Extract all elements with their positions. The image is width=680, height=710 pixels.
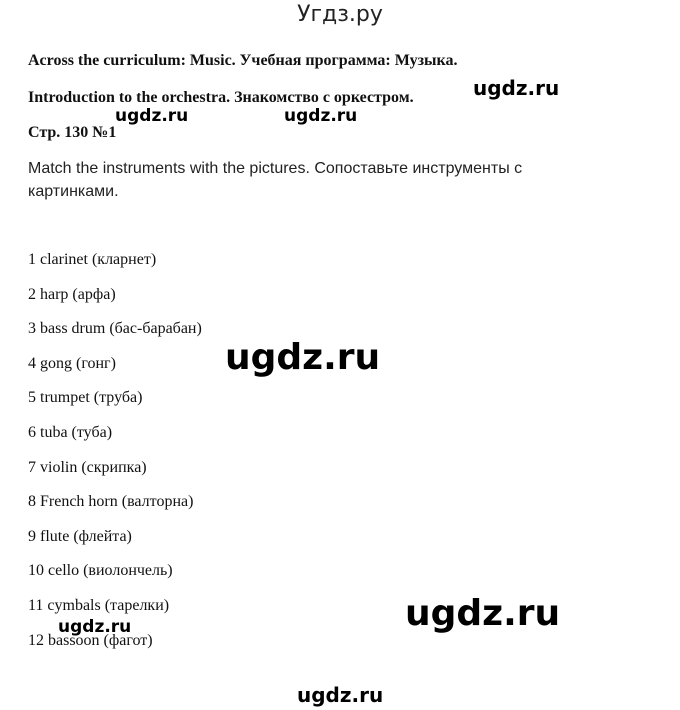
watermark-footer: ugdz.ru (297, 683, 384, 707)
answer-item: 12 bassoon (фагот) (28, 631, 153, 649)
watermark-under-intro-mid: ugdz.ru (284, 106, 358, 126)
answer-item: 9 flute (флейта) (28, 527, 132, 545)
watermark-lower-left: ugdz.ru (58, 617, 132, 637)
answer-item: 8 French horn (валторна) (28, 493, 194, 511)
answer-item: 5 trumpet (труба) (28, 389, 143, 407)
watermark-lower-right-large: ugdz.ru (405, 593, 561, 634)
answer-item: 2 harp (арфа) (28, 285, 116, 303)
answer-item: 1 clarinet (кларнет) (28, 251, 157, 268)
answer-item: 10 cello (виолончель) (28, 562, 173, 580)
answer-list (28, 250, 202, 665)
answer-item: 7 violin (скрипка) (28, 458, 147, 476)
page-reference: Стр. 130 №1 (28, 124, 117, 141)
watermark-under-intro-left: ugdz.ru (115, 106, 189, 126)
answer-item: 3 bass drum (бас-барабан) (28, 320, 202, 338)
section-subtitle: Introduction to the orchestra. Знакомство с оркестром. (28, 89, 414, 106)
answer-item: 11 cymbals (тарелки) (28, 596, 170, 614)
watermark-top-right: ugdz.ru (473, 76, 560, 100)
answer-item: 6 tuba (туба) (28, 423, 113, 441)
answer-item: 4 gong (гонг) (28, 354, 116, 372)
watermark-center-large: ugdz.ru (225, 337, 381, 378)
task-instruction: Match the instruments with the pictures. Сопоставьте инструменты с картинками. (28, 160, 523, 200)
site-title: Угдз.ру (297, 2, 383, 27)
section-title: Across the curriculum: Music. Учебная программа: Музыка. (28, 52, 458, 69)
